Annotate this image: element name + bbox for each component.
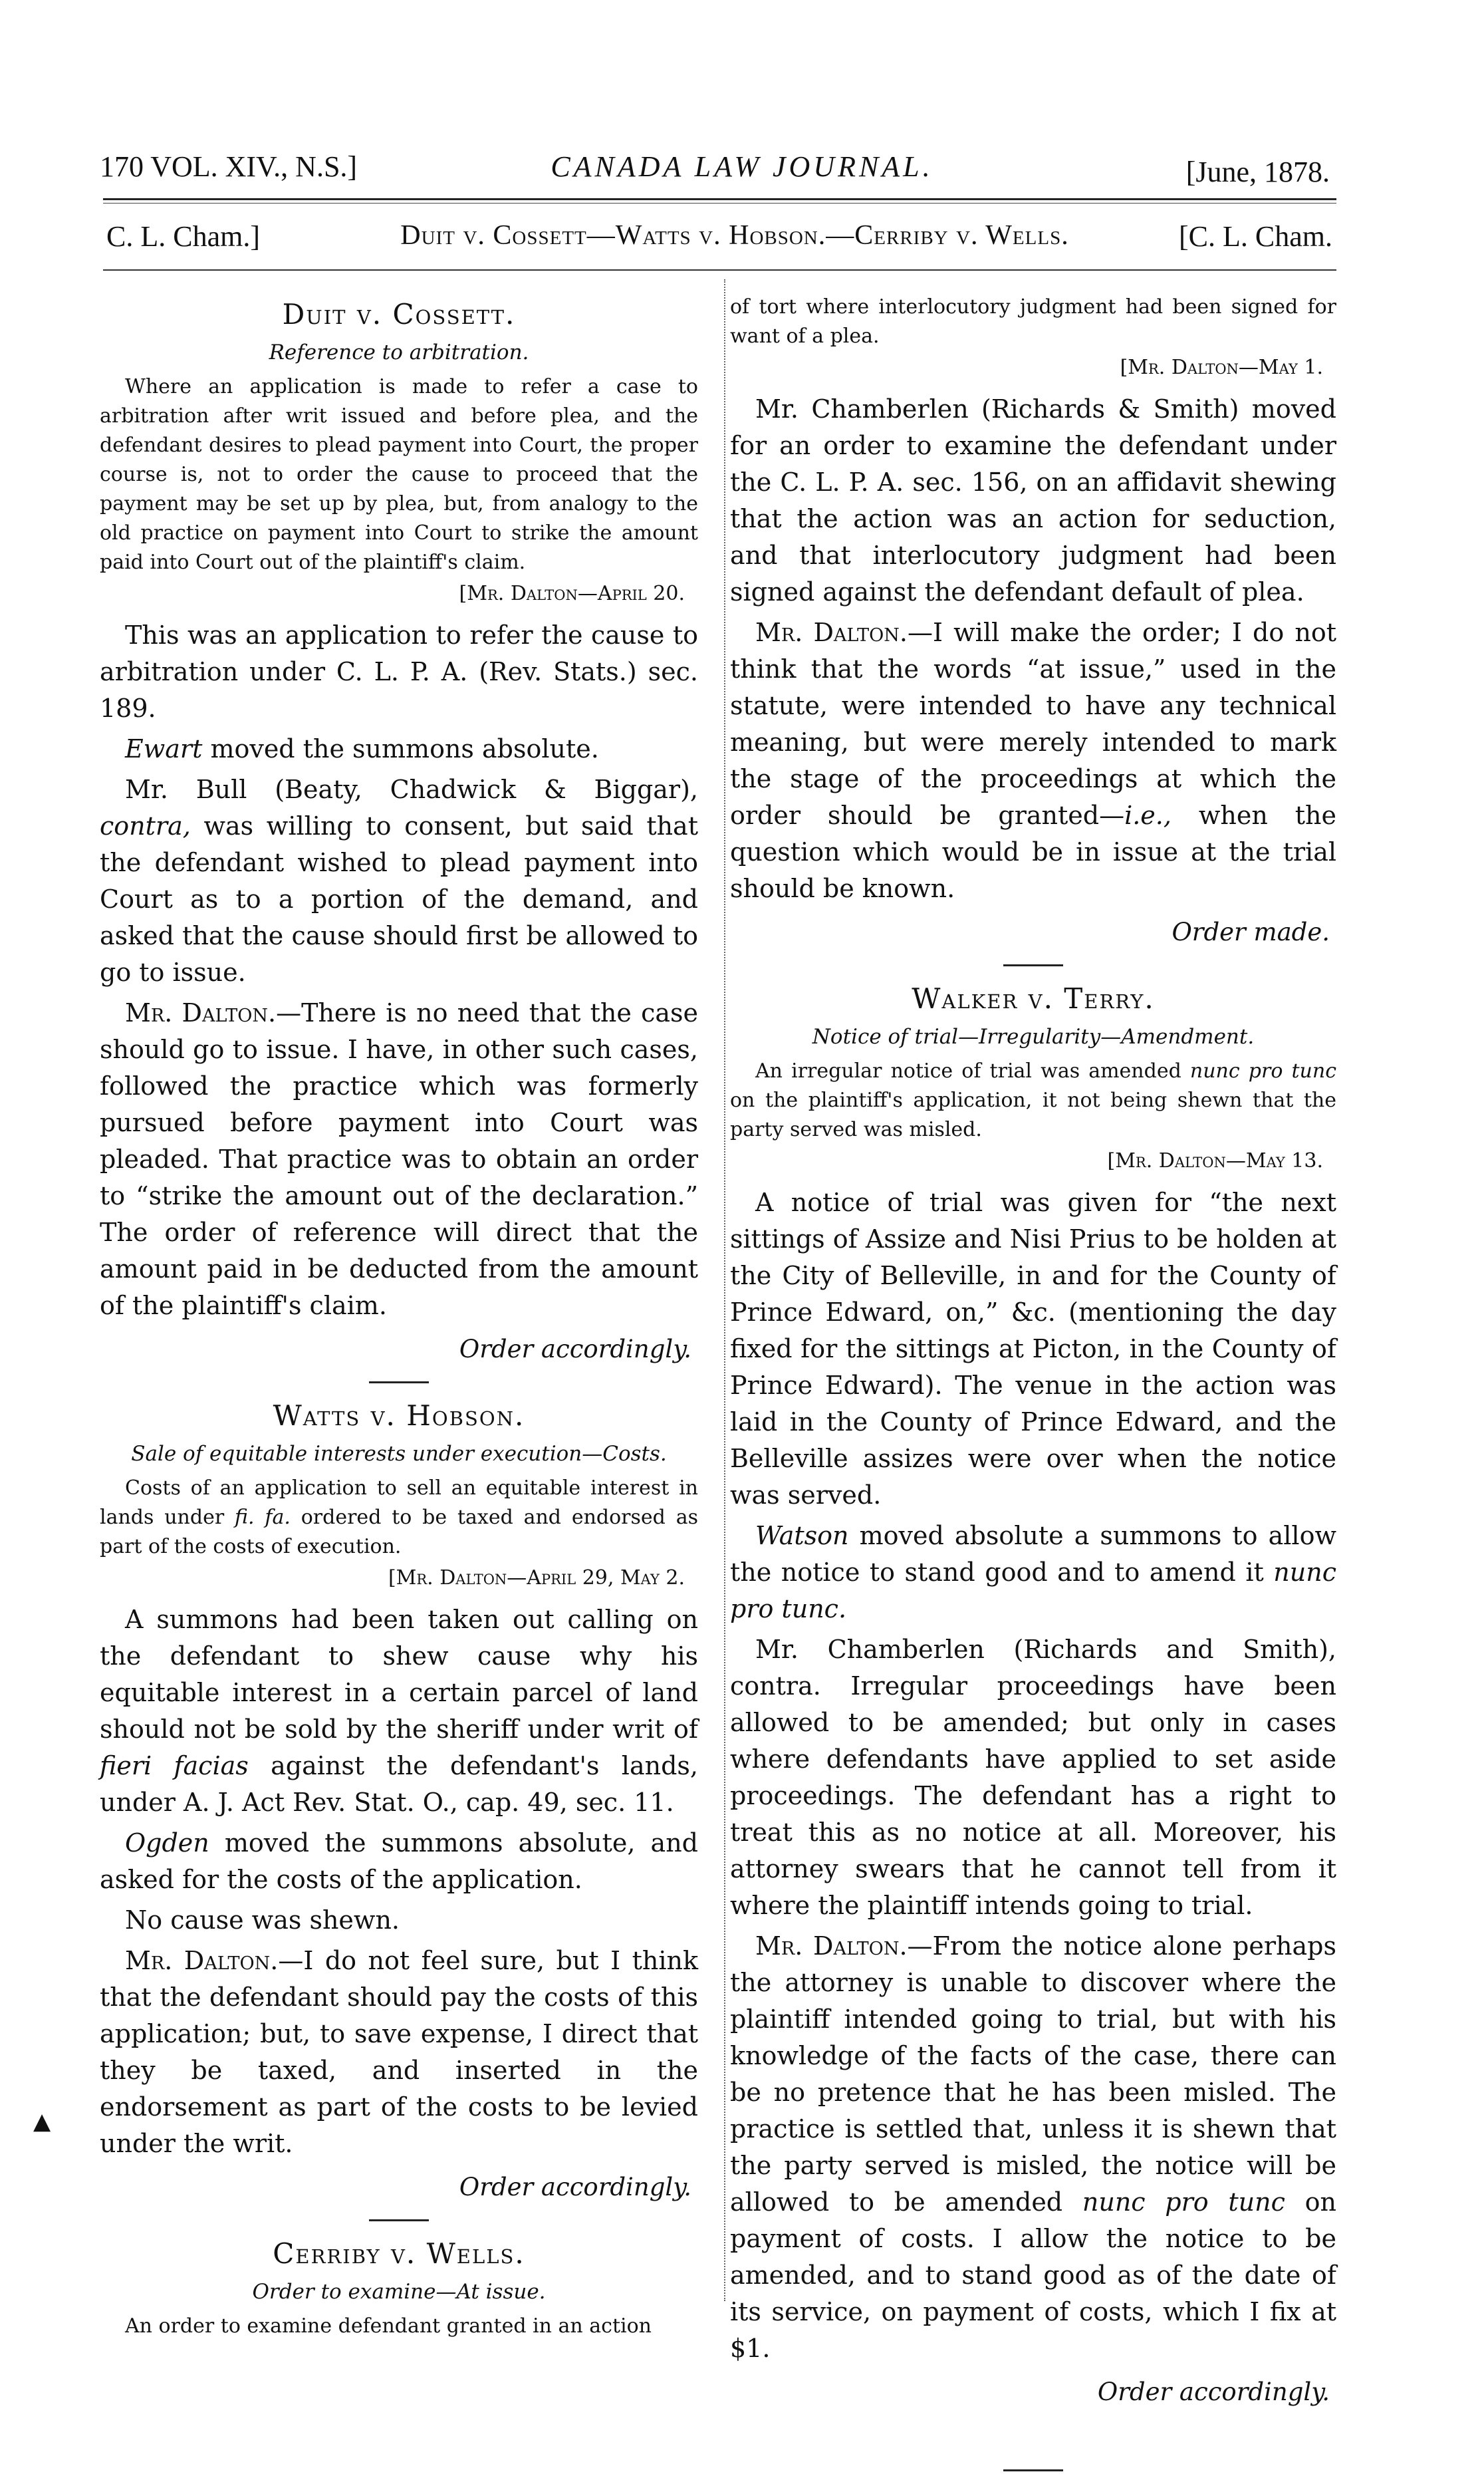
end-separator: [1003, 2469, 1063, 2471]
paragraph: No cause was shewn.: [125, 1905, 400, 1935]
court-right: [C. L. Cham.: [1179, 220, 1332, 253]
latin-term: nunc pro tunc: [1189, 1059, 1336, 1083]
judge-name: Mr. Dalton.: [125, 998, 277, 1028]
paragraph-text: against the defendant's lands, under A. J. Act Rev. Stat. O., cap. 49, sec. 11.: [100, 1751, 698, 1817]
case-subject: Reference to arbitration.: [269, 341, 529, 364]
case-subject: Sale of equitable interests under execution—Costs.: [131, 1442, 667, 1466]
headnote-continued: of tort where interlocutory judgment had been signed for want of a plea.: [730, 295, 1336, 348]
headnote-text: on the plaintiff's application, it not being shewn that the party served was misled.: [730, 1089, 1336, 1141]
case-title: Cerriby v. Wells.: [273, 2237, 525, 2270]
judgment-paragraph: [100, 1943, 698, 2162]
paragraph: [100, 1825, 698, 1898]
header-rule: [103, 198, 1336, 200]
issue-date: [June, 1878.: [1185, 156, 1330, 188]
headnote: Where an application is made to refer a case to arbitration after writ issued and before plea, and the defendant desires to plead payment into Court, the proper course is, not to order the cause to proceed that the payment may be set up by plea, but, from analogy to the old practice on payment into Court to strike the amount paid into Court out of the plaintiff's claim.: [100, 375, 698, 574]
order-line: Order made.: [1172, 918, 1330, 946]
ink-mark: ▲: [33, 2108, 51, 2135]
latin-term: fi. fa.: [235, 1506, 291, 1529]
headnote: [100, 1474, 698, 1562]
counsel-name: Ewart: [125, 734, 203, 763]
paragraph: Mr. Chamberlen (Richards and Smith), contra. Irregular proceedings have been allowed to be amended; but only in cases where defendants have applied to set aside proceedings. The defendant has a right to treat this as no notice at all. Moreover, his attorney swears that he cannot tell from it where the plaintiff intends going to trial.: [730, 1635, 1336, 1920]
judge-date: [Mr. Dalton—May 13.: [1107, 1149, 1323, 1173]
paragraph-text: Mr. Bull (Beaty, Chadwick & Biggar),: [125, 775, 698, 804]
paragraph-text: on payment of costs. I allow the notice to be amended, and to stand good as of the date of its service, on payment of costs, which I fix at $1.: [730, 2187, 1337, 2363]
case-separator: [369, 2219, 429, 2221]
column-divider: [724, 279, 725, 2301]
judgment-paragraph: [730, 615, 1336, 907]
judge-date: [Mr. Dalton—April 29, May 2.: [388, 1566, 685, 1589]
paragraph-text: —From the notice alone perhaps the attorney is unable to discover where the plaintiff intended going to trial, but with his knowledge of the facts of the case, there can be no pretence that he has been misled. The practice is settled that, unless it is shewn that the party served is misled, the notice will be allowed to be amended: [730, 1931, 1336, 2217]
case-subject: Notice of trial—Irregularity—Amendment.: [812, 1025, 1255, 1049]
paragraph: Mr. Chamberlen (Richards & Smith) moved for an order to examine the defendant under the C. L. P. A. sec. 156, on an affidavit shewing that the action was an action for seduction, and that interlocutory judgment had been signed against the defendant default of plea.: [730, 394, 1336, 607]
headnote-text: Costs of an application to sell an equitable interest in lands under: [100, 1476, 698, 1529]
page-volume: 170 VOL. XIV., N.S.]: [100, 150, 358, 183]
paragraph: [100, 731, 698, 767]
case-subject: Order to examine—At issue.: [252, 2280, 546, 2304]
header-rule-thin: [103, 203, 1336, 204]
paragraph-text: moved the summons absolute, and asked for the costs of the application.: [100, 1828, 698, 1894]
latin-term: nunc pro tunc: [1082, 2187, 1285, 2217]
counsel-name: Ogden: [125, 1828, 209, 1858]
paragraph-text: moved absolute a summons to allow the notice to stand good and to amend it: [730, 1521, 1336, 1587]
order-line: Order accordingly.: [459, 2173, 691, 2201]
headnote-text: ordered to be taxed and endorsed as part of the costs of execution.: [100, 1506, 698, 1558]
headnote-text: An irregular notice of trial was amended: [755, 1059, 1190, 1083]
contra-term: contra,: [100, 811, 191, 841]
paragraph: [100, 1601, 698, 1821]
paragraph-text: A summons had been taken out calling on the defendant to shew cause why his equitable interest in a certain parcel of land should not be sold by the sheriff under writ of: [100, 1605, 698, 1744]
judgment-paragraph: [100, 995, 698, 1324]
judge-name: Mr. Dalton.: [125, 1946, 279, 1975]
order-line: Order accordingly.: [1097, 2378, 1330, 2406]
case-separator: [369, 1381, 429, 1383]
case-separator: [1003, 964, 1063, 966]
paragraph-text: —There is no need that the case should go to issue. I have, in other such cases, followed the practice which was formerly pursued before payment into Court was pleaded. That practice was to obtain an order to “strike the amount out of the declaration.” The order of reference will direct that the amount paid in be deducted from the amount of the plaintiff's claim.: [100, 998, 698, 1320]
court-left: C. L. Cham.]: [106, 220, 260, 253]
paragraph-text: was willing to consent, but said that the defendant wished to plead payment into Court as to a portion of the demand, and asked that the cause should first be allowed to go to issue.: [100, 811, 698, 987]
subheader-rule: [103, 269, 1336, 271]
left-column: [100, 293, 698, 2341]
paragraph: [730, 1518, 1336, 1627]
judge-name: Mr. Dalton.: [755, 1931, 908, 1961]
latin-term: nunc pro tunc.: [730, 1558, 1336, 1623]
case-title: Walker v. Terry.: [912, 982, 1155, 1015]
paragraph-text: when the question which would be in issue at the trial should be known.: [730, 801, 1336, 903]
running-case-titles: Duit v. Cossett—Watts v. Hobson.—Cerriby v. Wells.: [400, 220, 1069, 251]
headnote: An order to examine defendant granted in an action: [125, 2314, 652, 2338]
judge-date: [Mr. Dalton—May 1.: [1120, 356, 1323, 379]
judgment-paragraph: [730, 1928, 1336, 2367]
latin-term: fieri facias: [100, 1751, 249, 1780]
paragraph-text: —I will make the order; I do not think that the words “at issue,” used in the statute, were intended to have any technical meaning, but were merely intended to mark the stage of the proceedings at which the order should be granted—: [730, 618, 1336, 830]
journal-title: CANADA LAW JOURNAL.: [551, 150, 933, 183]
latin-term: i.e.,: [1124, 801, 1172, 830]
paragraph: [100, 771, 698, 991]
right-column: [730, 293, 1336, 2486]
paragraph: This was an application to refer the cause to arbitration under C. L. P. A. (Rev. Stats.) sec. 189.: [100, 621, 698, 723]
judge-name: Mr. Dalton.: [755, 618, 908, 647]
paragraph-text: —I do not feel sure, but I think that the defendant should pay the costs of this application; but, to save expense, I direct that they be taxed, and inserted in the endorsement as part of the costs to be levied under the writ.: [100, 1946, 698, 2158]
order-line: Order accordingly.: [459, 1335, 691, 1363]
headnote: [730, 1057, 1336, 1145]
case-title: Watts v. Hobson.: [273, 1399, 525, 1432]
paragraph: A notice of trial was given for “the next sittings of Assize and Nisi Prius to be holden at the City of Belleville, in and for the County of Prince Edward, on,” &c. (mentioning the day fixed for the sittings at Picton, in the County of Prince Edward). The venue in the action was laid in the County of Prince Edward, and the Belleville assizes were over when the notice was served.: [730, 1188, 1336, 1510]
judge-date: [Mr. Dalton—April 20.: [459, 582, 685, 605]
counsel-name: Watson: [755, 1521, 849, 1550]
case-title: Duit v. Cossett.: [282, 298, 516, 331]
paragraph-text: moved the summons absolute.: [202, 734, 599, 763]
